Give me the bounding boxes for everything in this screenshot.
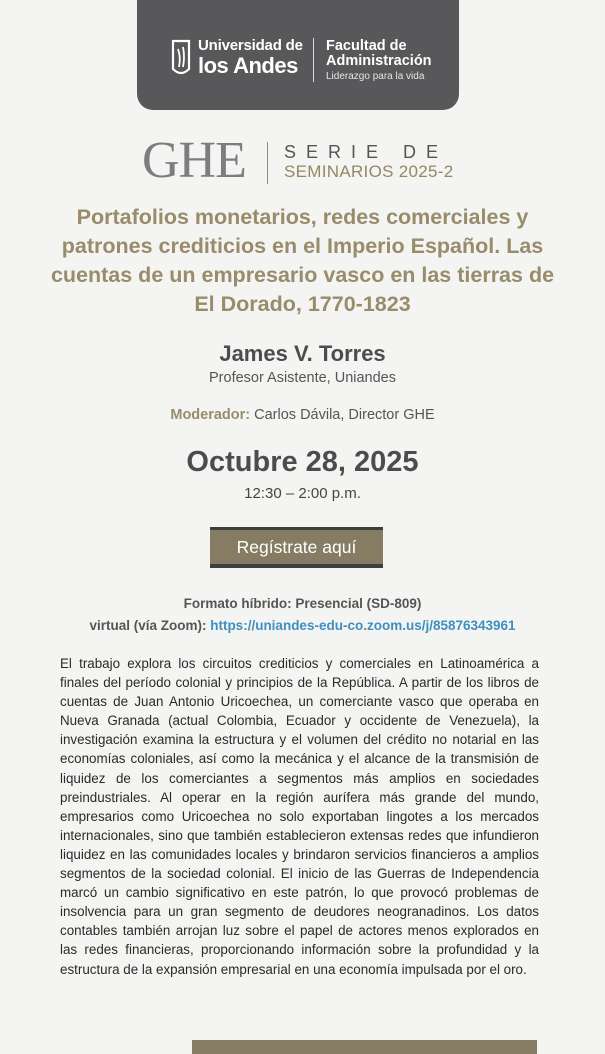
event-time: 12:30 – 2:00 p.m. — [244, 485, 361, 502]
virtual-info — [0, 618, 605, 633]
university-line1: Universidad de — [198, 37, 303, 54]
footer-bar — [192, 1040, 537, 1054]
faculty-tagline: Liderazgo para la vida — [326, 71, 425, 83]
moderator — [0, 407, 605, 423]
moderator-label: Moderador: — [170, 407, 251, 423]
abstract-text: El trabajo explora los circuitos crediticios y comerciales en Latinoamérica a finales del período colonial y principios de la República. A partir de los libros de cuentas de Juan Antonio Uricoechea, un comerciante vasco que operaba en Nueva Granada (actual Colombia, Ecuador y occidente de Venezuela), la investigación examina la estructura y el volumen del crédito no notarial en las economías coloniales, así como la mecánica y el alcance de la transmisión de liquidez de los comerciantes a segmentos más amplios en sociedades preindustriales. Al operar en la región aurífera más grande del mundo, empresarios como Uricoechea no solo exportaban lingotes a los mercados internacionales, sino que también establecieron extensas redes que infundieron liquidez en las comunidades locales y brindaron servicios financieros a amplios segmentos de la sociedad colonial. El inicio de las Guerras de Independencia marcó un cambio significativo en este patrón, lo que provocó problemas de insolvencia para un gran segmento de deudores neogranadinos. Los datos contables también arrojan luz sobre el papel de actores menos explorados en las redes financieras, proporcionando información sobre la profundidad y la estructura de la expansión empresarial en una economía impulsada por el oro. — [60, 656, 539, 977]
header-divider — [313, 38, 314, 82]
university-line2: los Andes — [198, 53, 298, 78]
faculty-line2: Administración — [326, 53, 432, 70]
series-label: SERIE DE — [284, 142, 449, 162]
uniandes-logo-icon — [170, 37, 192, 77]
faculty-line1: Facultad de — [326, 38, 407, 54]
virtual-label: virtual (vía Zoom): — [89, 618, 211, 633]
speaker-name: James V. Torres — [219, 341, 386, 366]
university-name — [198, 38, 303, 77]
register-button[interactable]: Regístrate aquí — [210, 530, 383, 564]
moderator-value: Carlos Dávila, Director GHE — [250, 407, 435, 423]
seminar-label: SEMINARIOS 2025-2 — [284, 162, 454, 181]
event-date: Octubre 28, 2025 — [186, 446, 419, 478]
ghe-divider — [267, 142, 268, 184]
zoom-link[interactable]: https://uniandes-edu-co.zoom.us/j/85876343961 — [210, 618, 516, 633]
ghe-logo: GHE — [142, 132, 246, 189]
faculty-name — [326, 39, 432, 83]
event-format: Formato híbrido: Presencial (SD-809) — [183, 596, 422, 611]
event-title: Portafolios monetarios, redes comerciales y patrones crediticios en el Imperio Español. Las cuentas de un empresario vasco en las tierras de El Dorado, 1770-1823 — [50, 205, 555, 316]
speaker-role: Profesor Asistente, Uniandes — [209, 370, 396, 386]
